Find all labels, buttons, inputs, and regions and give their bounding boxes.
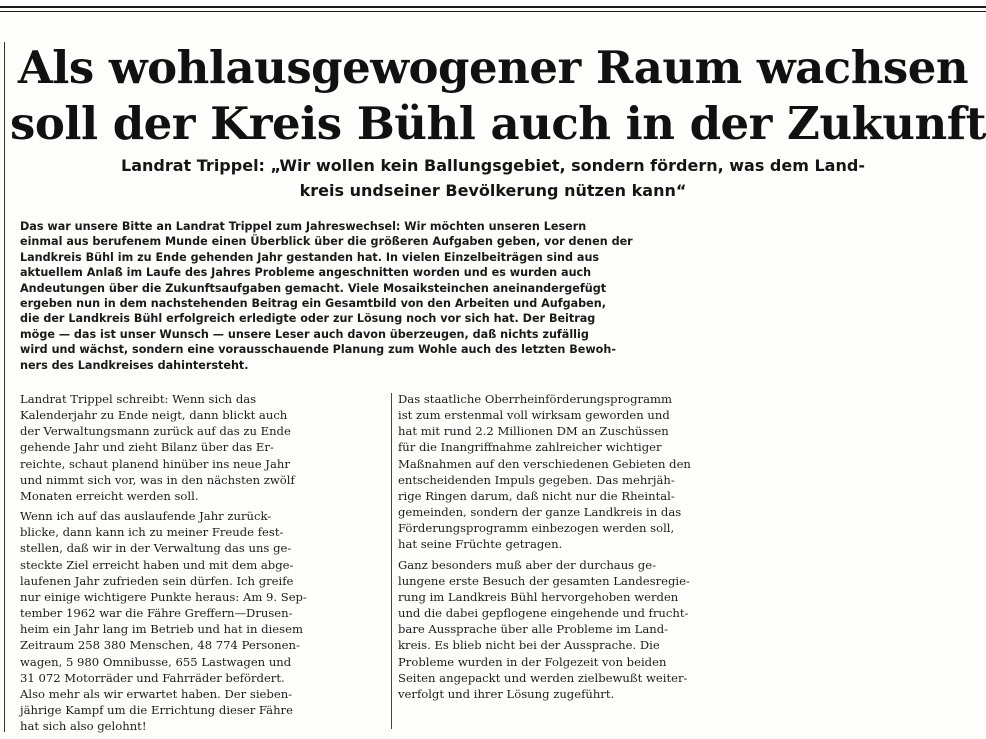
headline-line-2: soll der Kreis Bühl auch in der Zukunft — [10, 97, 986, 150]
top-rule-thin — [0, 11, 986, 12]
body-line: hat mit rund 2.2 Millionen DM an Zuschüssen — [398, 424, 669, 439]
body-line: Also mehr als wir erwartet haben. Der sieben- — [20, 686, 293, 701]
body-line: und nimmt sich vor, was in den nächsten zwölf — [20, 472, 295, 487]
intro-line: einmal aus berufenem Munde einen Überblick über die größeren Aufgaben geben, vor denen der — [20, 235, 633, 249]
body-line: hat seine Früchte getragen. — [398, 537, 563, 552]
article-column-right — [398, 391, 778, 702]
body-line: gemeinden, sondern der ganze Landkreis in das — [398, 505, 682, 520]
intro-line: ners des Landkreises dahintersteht. — [20, 358, 249, 372]
body-line: für die Inangriffnahme zahlreicher wichtiger — [398, 440, 662, 455]
intro-line: aktuellem Anlaß im Laufe des Jahres Probleme angeschnitten worden und es wurden auch — [20, 266, 592, 280]
body-line: kreis. Es blieb nicht bei der Aussprache. Die — [398, 638, 660, 653]
body-line: entscheidenden Impuls gegeben. Das mehrjäh- — [398, 472, 675, 487]
subheadline-line-2: kreis undseiner Bevölkerung nützen kann“ — [299, 181, 687, 200]
intro-line: die der Landkreis Bühl erfolgreich erledigte oder zur Lösung noch vor sich hat. Der Beitrag — [20, 312, 596, 326]
body-line: ist zum erstenmal voll wirksam geworden und — [398, 408, 670, 423]
body-line: blicke, dann kann ich zu meiner Freude fest- — [20, 525, 284, 540]
column-divider — [391, 393, 392, 729]
body-line: Kalenderjahr zu Ende neigt, dann blickt auch — [20, 408, 288, 423]
intro-paragraph — [20, 219, 800, 373]
headline-line-1: Als wohlausgewogener Raum wachsen — [17, 41, 969, 94]
body-line: Landrat Trippel schreibt: Wenn sich das — [20, 392, 257, 406]
body-line: Förderungsprogramm einbezogen werden soll, — [398, 521, 675, 536]
body-line: rige Ringen darum, daß nicht nur die Rheintal- — [398, 488, 675, 503]
body-line: und die dabei gepflogene eingehende und frucht- — [398, 606, 689, 621]
body-line: Wenn ich auf das auslaufende Jahr zurück- — [20, 509, 272, 524]
body-line: tember 1962 war die Fähre Greffern—Drusen- — [20, 606, 293, 621]
body-line: Probleme wurden in der Folgezeit von beiden — [398, 654, 667, 669]
intro-line: Andeutungen über die Zukunftsaufgaben gemacht. Viele Mosaiksteinchen aneinandergefügt — [20, 281, 607, 295]
body-line: laufenen Jahr zufrieden sein dürfen. Ich greife — [20, 573, 294, 588]
body-line: heim ein Jahr lang im Betrieb und hat in diesem — [20, 622, 303, 637]
body-line: Das staatliche Oberrheinförderungsprogramm — [398, 392, 672, 406]
body-line: Seiten angepackt und werden zielbewußt weiter- — [398, 670, 688, 685]
body-line: 31 072 Motorräder und Fahrräder befördert. — [20, 670, 285, 685]
body-line: gehende Jahr und zieht Bilanz über das Er- — [20, 440, 274, 455]
body-line: Ganz besonders muß aber der durchaus ge- — [398, 557, 657, 572]
intro-line: wird und wächst, sondern eine vorausschauende Planung zum Wohle auch des letzten Bewoh- — [20, 343, 616, 357]
headline — [10, 40, 986, 152]
body-line: rung im Landkreis Bühl hervorgehoben werden — [398, 589, 679, 604]
top-rule — [0, 6, 986, 8]
body-line: steckte Ziel erreicht haben und mit dem abge- — [20, 557, 294, 572]
body-line: jährige Kampf um die Errichtung dieser Fähre — [20, 702, 293, 717]
body-line: der Verwaltungsmann zurück auf das zu Ende — [20, 424, 291, 439]
body-line: reichte, schaut planend hinüber ins neue Jahr — [20, 456, 290, 471]
body-line: stellen, daß wir in der Verwaltung das uns ge- — [20, 541, 292, 556]
subheadline-line-1: Landrat Trippel: „Wir wollen kein Ballungsgebiet, sondern fördern, was dem Land- — [121, 156, 865, 175]
intro-line: Landkreis Bühl im zu Ende gehenden Jahr gestanden hat. In vielen Einzelbeiträgen sind aus — [20, 250, 600, 264]
body-line: verfolgt und ihrer Lösung zugeführt. — [398, 686, 615, 701]
subheadline — [10, 153, 976, 203]
body-line: bare Aussprache über alle Probleme im Land- — [398, 622, 669, 637]
body-line: nur einige wichtigere Punkte heraus: Am 9. Sep- — [20, 589, 307, 604]
article-column-left — [20, 391, 388, 734]
body-line: Monaten erreicht werden soll. — [20, 488, 199, 503]
intro-line: Das war unsere Bitte an Landrat Trippel zum Jahreswechsel: Wir möchten unseren Lesern — [20, 220, 587, 233]
body-line: Zeitraum 258 380 Menschen, 48 774 Personen- — [20, 638, 300, 653]
body-line: Maßnahmen auf den verschiedenen Gebieten den — [398, 456, 691, 471]
intro-line: möge — das ist unser Wunsch — unsere Leser auch davon überzeugen, daß nichts zufällig — [20, 327, 589, 341]
body-line: wagen, 5 980 Omnibusse, 655 Lastwagen und — [20, 654, 292, 669]
intro-line: ergeben nun in dem nachstehenden Beitrag ein Gesamtbild von den Arbeiten und Aufgaben, — [20, 297, 606, 311]
body-line: hat sich also gelohnt! — [20, 719, 147, 734]
body-line: lungene erste Besuch der gesamten Landesregie- — [398, 573, 690, 588]
left-rule — [4, 42, 5, 732]
